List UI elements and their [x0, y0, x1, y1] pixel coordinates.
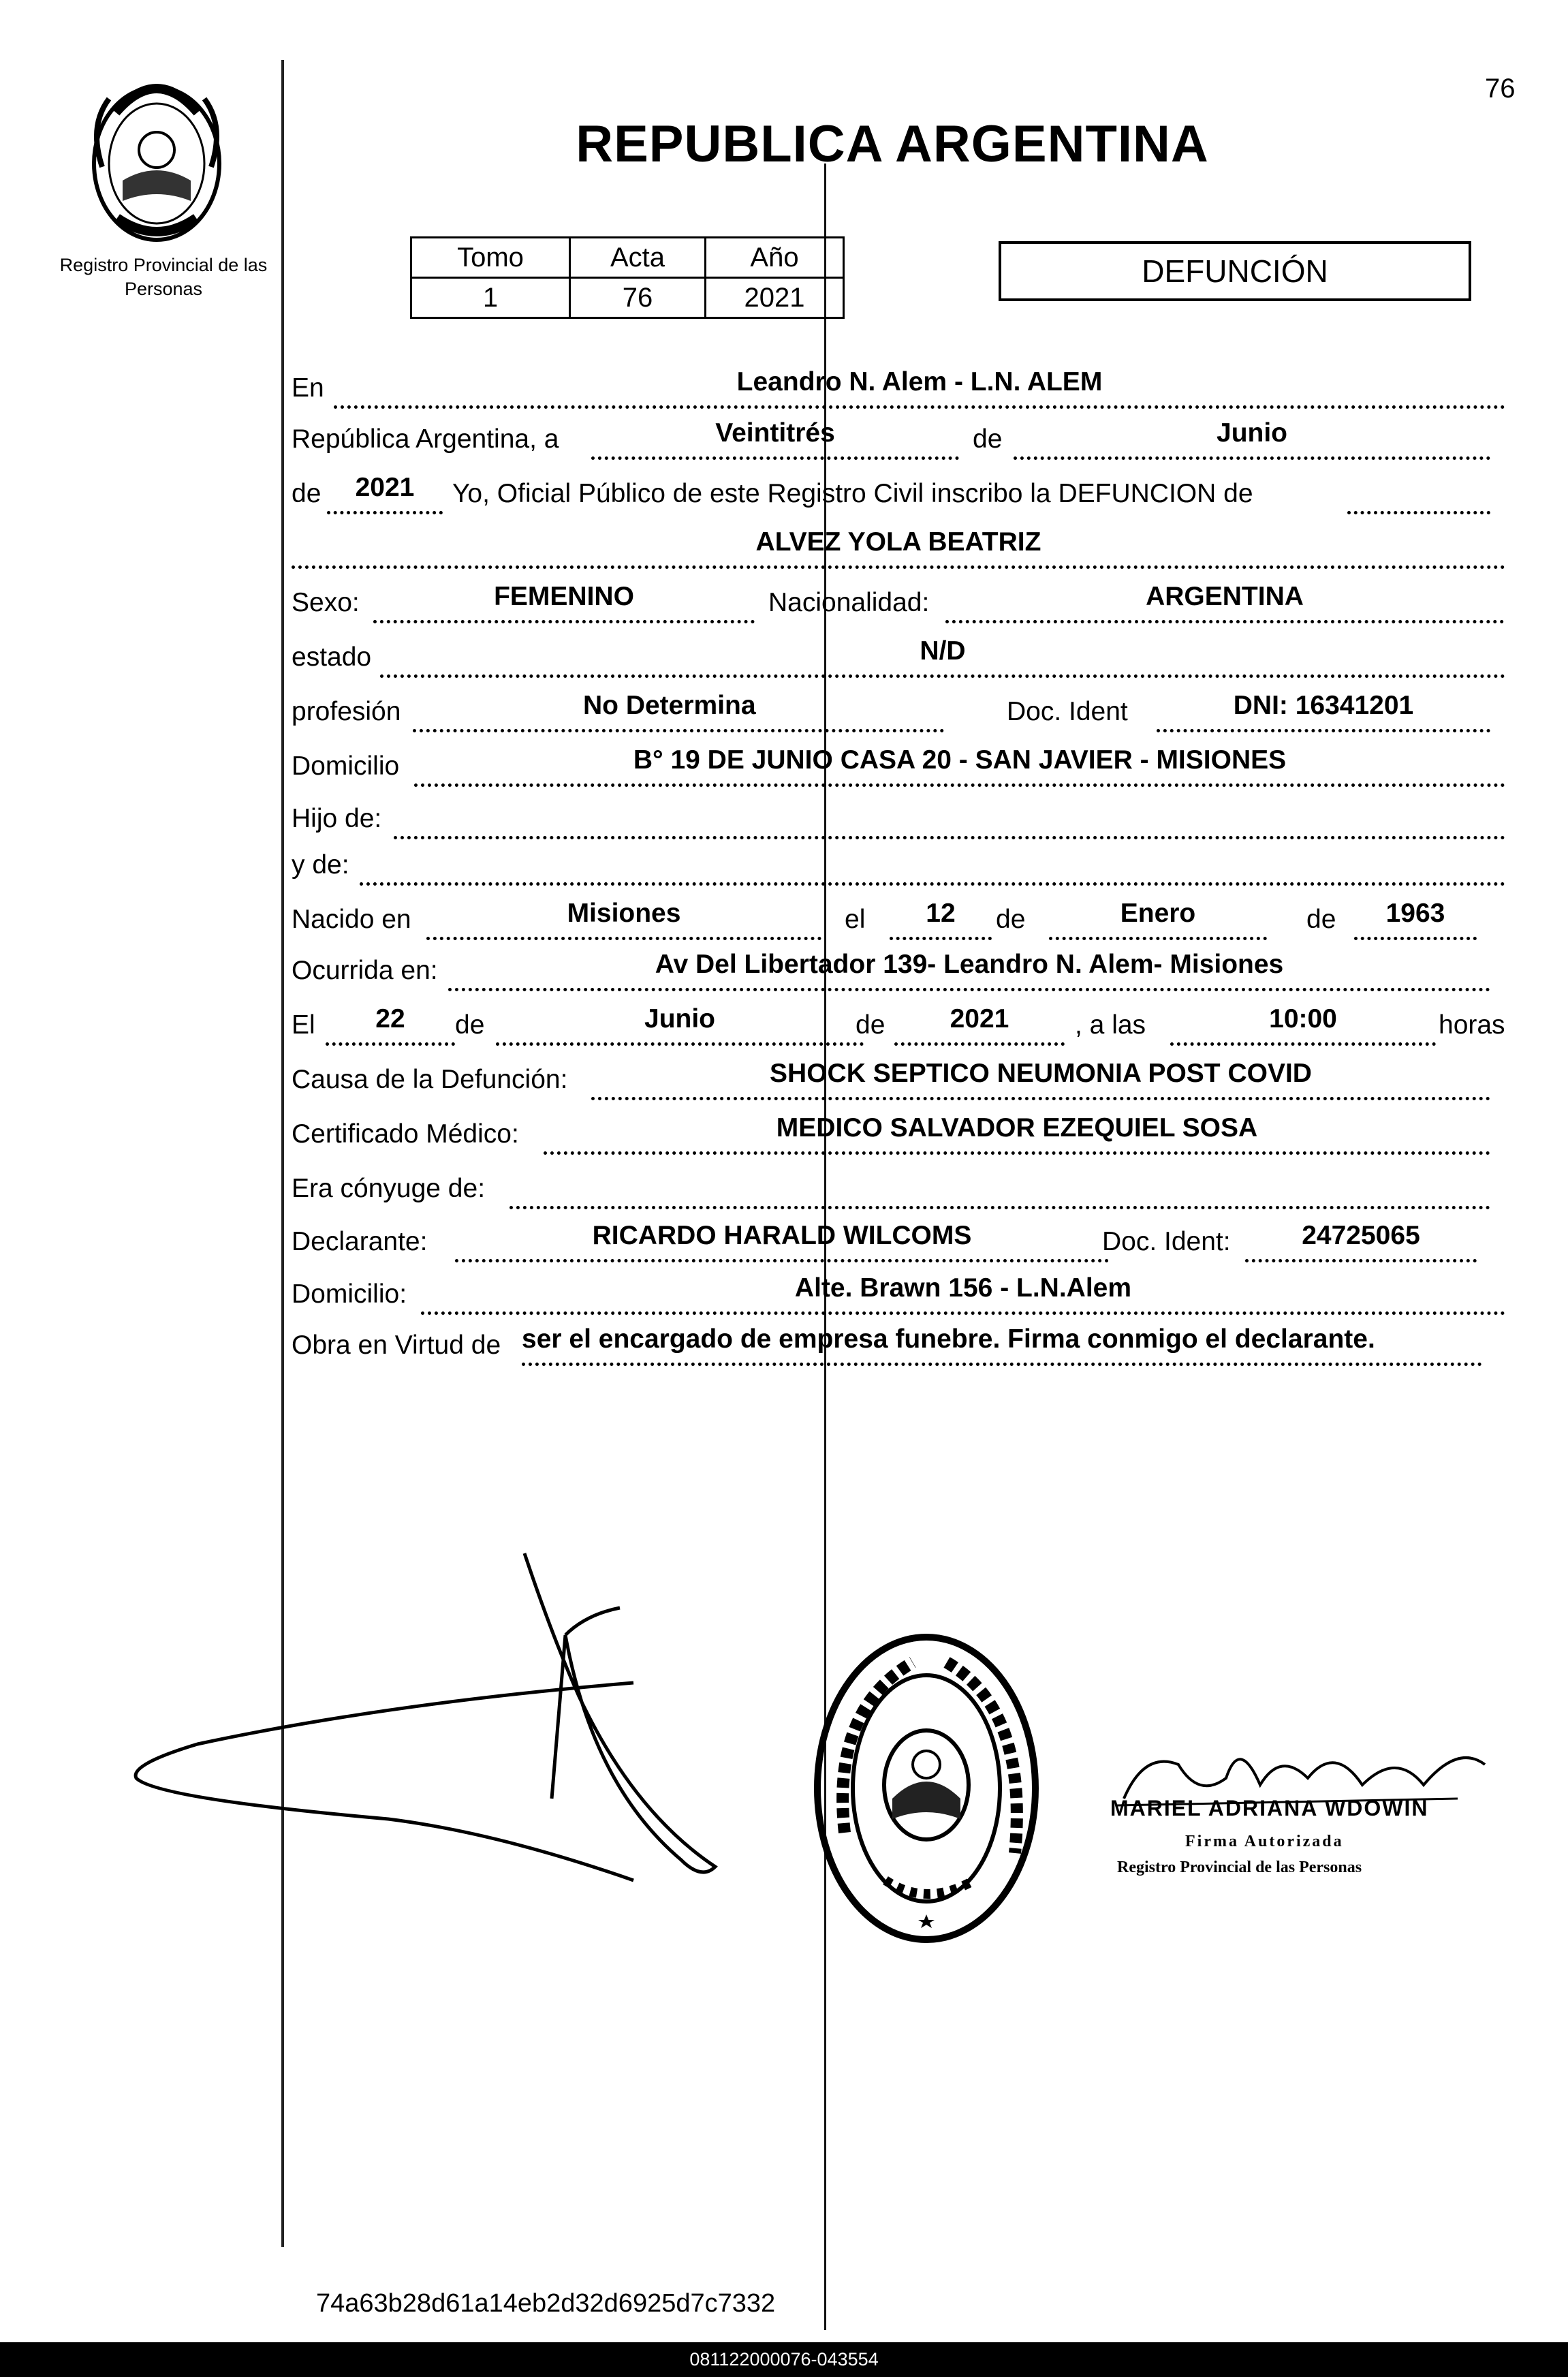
- row-certificado: [292, 1114, 1504, 1155]
- decl-doc-field: [1245, 1218, 1477, 1262]
- row-decl-domicilio: [292, 1274, 1504, 1315]
- document-hash: 74a63b28d61a14eb2d32d6925d7c7332: [316, 2289, 776, 2318]
- estado-value: N/D: [920, 636, 966, 666]
- certificado-label: Certificado Médico:: [292, 1119, 519, 1149]
- yde-field: [360, 841, 1505, 886]
- domicilio-value: B° 19 DE JUNIO CASA 20 - SAN JAVIER - MISIONES: [633, 745, 1287, 775]
- de-label: de: [973, 424, 1003, 454]
- el-label: el: [845, 905, 866, 934]
- day-words-value: Veintitrés: [715, 418, 835, 448]
- page-number: 76: [1485, 74, 1516, 104]
- death-time-value: 10:00: [1269, 1004, 1337, 1034]
- en-value: Leandro N. Alem - L.N. ALEM: [736, 367, 1103, 397]
- header-acta: Acta: [570, 238, 706, 278]
- de-death-year-label: de: [856, 1010, 885, 1040]
- death-year-value: 2021: [950, 1004, 1009, 1034]
- birth-month-field: [1049, 896, 1267, 940]
- doc-field: [1157, 688, 1490, 732]
- month-field: [1014, 416, 1490, 460]
- conyuge-field: [509, 1165, 1490, 1209]
- en-field: [334, 364, 1505, 409]
- page-title: REPUBLICA ARGENTINA: [576, 115, 1209, 173]
- month-value: Junio: [1217, 418, 1287, 448]
- row-ocurrida: [292, 950, 1504, 991]
- de-birth-label: de: [996, 905, 1026, 934]
- conyuge-label: Era cónyuge de:: [292, 1174, 486, 1203]
- nacionalidad-field: [945, 579, 1504, 623]
- obra-value: ser el encargado de empresa funebre. Firma conmigo el declarante.: [522, 1324, 1375, 1354]
- signatory-name: MARIEL ADRIANA WDOWIN: [1110, 1796, 1429, 1820]
- sexo-label: Sexo:: [292, 588, 360, 617]
- signatory-role: Firma Autorizada: [1185, 1833, 1344, 1850]
- sexo-value: FEMENINO: [494, 582, 634, 611]
- birth-month-value: Enero: [1120, 899, 1196, 928]
- row-inscribe: [292, 473, 1504, 514]
- row-profesion: [292, 692, 1504, 732]
- inscribe-text: Yo, Oficial Público de este Registro Civil inscribo la DEFUNCION de: [452, 479, 1253, 508]
- nacionalidad-label: Nacionalidad:: [768, 588, 930, 617]
- tomo-value: 1: [411, 278, 570, 318]
- profesion-field: [413, 688, 944, 732]
- decl-doc-value: 24725065: [1302, 1221, 1420, 1250]
- nacido-field: [426, 896, 821, 940]
- row-causa: [292, 1059, 1504, 1100]
- doc-value: DNI: 16341201: [1233, 691, 1414, 720]
- decl-dom-value: Alte. Brawn 156 - L.N.Alem: [794, 1273, 1132, 1303]
- row-conyuge: [292, 1168, 1504, 1209]
- row-name: [292, 528, 1504, 569]
- year-field: [327, 470, 443, 514]
- en-label: En: [292, 373, 324, 403]
- year-value: 2021: [355, 473, 415, 502]
- profesion-label: profesión: [292, 697, 401, 726]
- hijo-label: Hijo de:: [292, 804, 382, 833]
- row-obra: [292, 1325, 1504, 1366]
- estado-field: [380, 634, 1505, 678]
- row-hijo: [292, 798, 1504, 839]
- death-month-value: Junio: [644, 1004, 715, 1034]
- death-time-field: [1170, 1001, 1436, 1046]
- profesion-value: No Determina: [583, 691, 756, 720]
- El-label: El: [292, 1010, 315, 1040]
- row-yde: [292, 845, 1504, 886]
- margin-rule: [281, 60, 284, 2247]
- decl-dom-field: [421, 1271, 1505, 1315]
- birth-year-field: [1354, 896, 1477, 940]
- republica-label: República Argentina, a: [292, 424, 559, 454]
- death-year-field: [894, 1001, 1065, 1046]
- declarant-signature: [116, 1540, 763, 1894]
- decl-dom-label: Domicilio:: [292, 1279, 407, 1309]
- horas-label: horas: [1439, 1010, 1505, 1040]
- acta-value: 76: [570, 278, 706, 318]
- day-field: [591, 416, 959, 460]
- hijo-field: [394, 795, 1505, 839]
- anio-value: 2021: [706, 278, 844, 318]
- alas-label: , a las: [1075, 1010, 1146, 1040]
- nacido-label: Nacido en: [292, 905, 411, 934]
- estado-label: estado: [292, 642, 372, 672]
- de-year-label: de: [292, 479, 322, 508]
- de-birth-year-label: de: [1306, 905, 1336, 934]
- yde-label: y de:: [292, 850, 349, 880]
- causa-field: [591, 1056, 1490, 1100]
- ocurrida-value: Av Del Libertador 139- Leandro N. Alem- Misiones: [655, 950, 1284, 979]
- obra-field: [522, 1322, 1482, 1366]
- footer-code: 081122000076-043554: [0, 2342, 1568, 2377]
- volume-table: [410, 236, 845, 319]
- signatory-office: Registro Provincial de las Personas: [1117, 1859, 1362, 1876]
- obra-label: Obra en Virtud de: [292, 1331, 501, 1360]
- doc-label: Doc. Ident: [1007, 697, 1128, 726]
- declarante-value: RICARDO HARALD WILCOMS: [592, 1221, 972, 1250]
- registry-name: Registro Provincial de las Personas: [59, 255, 268, 299]
- death-month-field: [496, 1001, 864, 1046]
- header-anio: Año: [706, 238, 844, 278]
- death-day-field: [326, 1001, 455, 1046]
- row-domicilio: [292, 746, 1504, 787]
- declarante-field: [455, 1218, 1109, 1262]
- causa-value: SHOCK SEPTICO NEUMONIA POST COVID: [770, 1059, 1312, 1088]
- ocurrida-field: [448, 947, 1490, 991]
- nacido-value: Misiones: [567, 899, 681, 928]
- birth-year-value: 1963: [1385, 899, 1445, 928]
- decl-doc-label: Doc. Ident:: [1102, 1227, 1231, 1256]
- domicilio-field: [414, 743, 1505, 787]
- birth-day-value: 12: [926, 899, 956, 928]
- row-declarante: [292, 1222, 1504, 1262]
- province-emblem-logo: [75, 72, 238, 249]
- row-sexo: [292, 582, 1504, 623]
- row-fecha: [292, 1005, 1504, 1046]
- row-en: [292, 368, 1504, 409]
- sexo-field: [373, 579, 755, 623]
- birth-day-field: [890, 896, 992, 940]
- domicilio-label: Domicilio: [292, 751, 400, 781]
- certificado-value: MEDICO SALVADOR EZEQUIEL SOSA: [776, 1113, 1258, 1143]
- de-death-label: de: [455, 1010, 485, 1040]
- header-tomo: Tomo: [411, 238, 570, 278]
- deceased-name: ALVEZ YOLA BEATRIZ: [755, 527, 1041, 557]
- name-field: [292, 525, 1505, 569]
- ocurrida-label: Ocurrida en:: [292, 956, 438, 985]
- causa-label: Causa de la Defunción:: [292, 1065, 568, 1094]
- record-type-box: DEFUNCIÓN: [999, 241, 1471, 301]
- inscribe-field: [1347, 470, 1490, 514]
- death-day-value: 22: [375, 1004, 405, 1034]
- certificado-field: [544, 1110, 1490, 1155]
- row-republica: [292, 419, 1504, 460]
- row-nacido: [292, 899, 1504, 940]
- official-seal: [811, 1628, 1042, 1948]
- nacionalidad-value: ARGENTINA: [1146, 582, 1304, 611]
- declarante-label: Declarante:: [292, 1227, 428, 1256]
- row-estado: [292, 637, 1504, 678]
